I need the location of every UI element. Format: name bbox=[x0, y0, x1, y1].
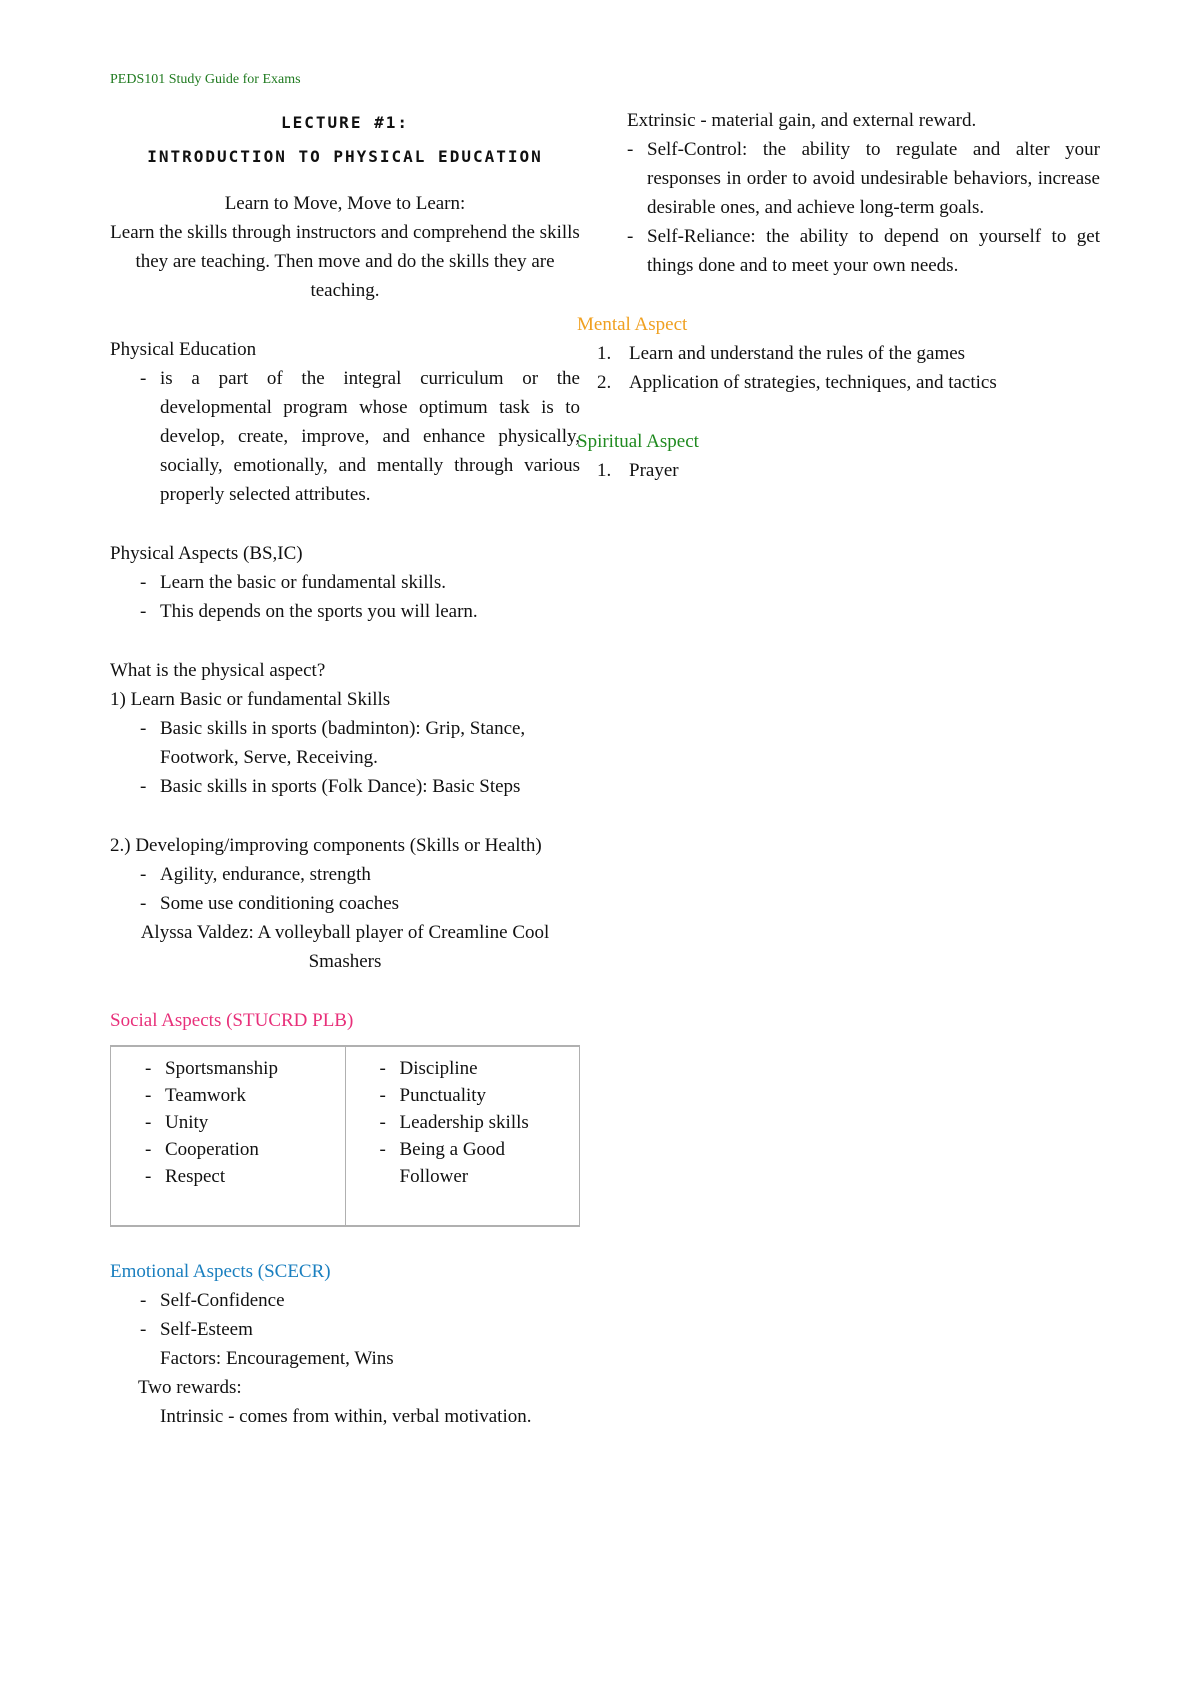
list-number: 1. bbox=[597, 343, 612, 364]
list-item: - This depends on the sports you will learn. bbox=[140, 597, 580, 626]
mental-list bbox=[597, 339, 1100, 397]
q1-heading: 1) Learn Basic or fundamental Skills bbox=[110, 689, 391, 710]
page-header: PEDS101 Study Guide for Exams bbox=[110, 72, 301, 87]
emotional-heading: Emotional Aspects (SCECR) bbox=[110, 1261, 331, 1282]
right-column bbox=[577, 106, 1100, 485]
list-text: Learn and understand the rules of the games bbox=[629, 343, 966, 364]
physical-heading: Physical Aspects (BS,IC) bbox=[110, 543, 303, 564]
social-table-col-1 bbox=[111, 1046, 346, 1226]
list-item: - Self-Control: the ability to regulate and alter your responses in order to avoid undesirable behaviors, increase desirable ones, and achieve long-term goals. bbox=[627, 135, 1100, 222]
extrinsic: Extrinsic - material gain, and external reward. bbox=[627, 110, 977, 131]
pe-list bbox=[110, 364, 580, 509]
q2-heading: 2.) Developing/improving components (Skills or Health) bbox=[110, 835, 542, 856]
list-item: - Learn the basic or fundamental skills. bbox=[140, 568, 580, 597]
list-item bbox=[597, 339, 1100, 368]
intrinsic: Intrinsic - comes from within, verbal motivation. bbox=[160, 1406, 532, 1427]
list-item: - Agility, endurance, strength bbox=[140, 860, 580, 889]
list-item: - Basic skills in sports (Folk Dance): Basic Steps bbox=[140, 772, 580, 801]
mental-heading: Mental Aspect bbox=[577, 314, 688, 335]
spiritual-list bbox=[597, 456, 1100, 485]
spiritual-heading: Spiritual Aspect bbox=[577, 431, 699, 452]
self-list bbox=[627, 135, 1100, 280]
list-item bbox=[597, 456, 1100, 485]
list-item: - Self-Esteem bbox=[140, 1315, 580, 1344]
motto: Learn to Move, Move to Learn: bbox=[224, 193, 466, 214]
list-item: - Being a Good Follower bbox=[380, 1136, 570, 1190]
list-text: Application of strategies, techniques, and tactics bbox=[629, 372, 997, 393]
list-item: - Unity bbox=[145, 1109, 335, 1136]
list-item bbox=[597, 368, 1100, 397]
list-number: 2. bbox=[597, 372, 612, 393]
left-column bbox=[110, 106, 580, 1431]
list-item: - Punctuality bbox=[380, 1082, 570, 1109]
question: What is the physical aspect? bbox=[110, 660, 326, 681]
emotional-list bbox=[110, 1286, 580, 1344]
list-number: 1. bbox=[597, 460, 612, 481]
list-item: - Self-Reliance: the ability to depend on yourself to get things done and to meet your own needs. bbox=[627, 222, 1100, 280]
q1-list bbox=[110, 714, 580, 801]
social-table bbox=[110, 1045, 580, 1227]
list-item: - Sportsmanship bbox=[145, 1055, 335, 1082]
lecture-title: INTRODUCTION TO PHYSICAL EDUCATION bbox=[147, 147, 543, 166]
social-heading: Social Aspects (STUCRD PLB) bbox=[110, 1010, 354, 1031]
list-item: - Teamwork bbox=[145, 1082, 335, 1109]
list-item: - is a part of the integral curriculum or the developmental program whose optimum task is to develop, create, improve, and enhance physically, socially, emotionally, and mentally through various properly selected attributes. bbox=[140, 364, 580, 509]
list-item: - Basic skills in sports (badminton): Grip, Stance, Footwork, Serve, Receiving. bbox=[140, 714, 580, 772]
q2-list bbox=[110, 860, 580, 918]
two-rewards: Two rewards: bbox=[138, 1377, 242, 1398]
alyssa-note: Alyssa Valdez: A volleyball player of Creamline Cool Smashers bbox=[140, 922, 550, 972]
social-table-col-2 bbox=[345, 1046, 580, 1226]
list-item: - Respect bbox=[145, 1163, 335, 1190]
list-item: - Self-Confidence bbox=[140, 1286, 580, 1315]
factors: Factors: Encouragement, Wins bbox=[160, 1348, 394, 1369]
list-item: - Cooperation bbox=[145, 1136, 335, 1163]
lecture-number: LECTURE #1: bbox=[281, 113, 409, 132]
list-item: - Discipline bbox=[380, 1055, 570, 1082]
motto-text: Learn the skills through instructors and comprehend the skills they are teaching. Then move and do the skills they are teaching. bbox=[110, 222, 580, 301]
pe-heading: Physical Education bbox=[110, 339, 257, 360]
list-text: Prayer bbox=[629, 460, 679, 481]
list-item: - Leadership skills bbox=[380, 1109, 570, 1136]
list-item: - Some use conditioning coaches bbox=[140, 889, 580, 918]
physical-list bbox=[110, 568, 580, 626]
